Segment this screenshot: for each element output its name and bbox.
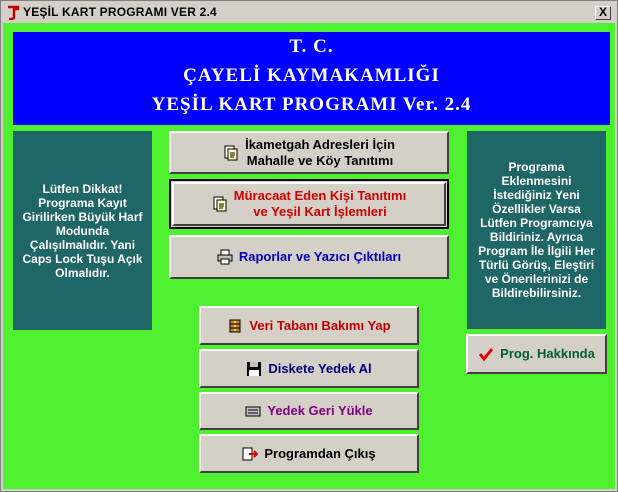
address-definition-button[interactable] [169, 131, 449, 174]
title-bar[interactable] [1, 1, 617, 23]
about-button-label: Prog. Hakkında [500, 346, 595, 361]
main-form [3, 23, 615, 489]
feedback-info-panel [467, 131, 606, 329]
restore-button-label: Yedek Geri Yükle [267, 403, 373, 418]
close-button[interactable]: X [595, 6, 611, 20]
exit-program-button[interactable] [199, 434, 419, 473]
restore-icon [245, 403, 261, 419]
feedback-info-text: Programa Eklenmesini İstediğiniz Yeni Özellikler Varsa Lütfen Programcıya Bildiriniz. Ayrıca Program İle İlgili Her Türlü Görüş, Eleştiri ve Önerilerinizi de Bildirebilirsiniz. [478, 160, 595, 300]
address-button-line-1: İkametgah Adresleri İçin [245, 136, 395, 152]
document-edit-icon [223, 145, 239, 161]
applicant-button-line-2: ve Yeşil Kart İşlemleri [253, 204, 387, 219]
banner-line-1: T. C. [289, 36, 334, 57]
checkmark-icon [478, 346, 494, 362]
backup-to-disk-button[interactable] [199, 349, 419, 388]
restore-backup-button[interactable] [199, 392, 419, 430]
reports-button-label: Raporlar ve Yazıcı Çıktıları [238, 249, 402, 264]
exit-button-label: Programdan Çıkış [264, 445, 376, 461]
reports-printer-button[interactable] [169, 235, 449, 279]
applicant-button-face [172, 182, 446, 226]
caps-lock-warning-text: Lütfen Dikkat! Programa Kayıt Girilirken Büyük Harf Modunda Çalışılmalıdır. Yani Caps Lock Tuşu Açık Olmalıdır. [22, 181, 143, 280]
database-maintenance-button[interactable] [199, 306, 419, 345]
backup-button-label: Diskete Yedek Al [268, 360, 372, 376]
banner-line-2: ÇAYELİ KAYMAKAMLIĞI [183, 65, 440, 86]
printer-icon [217, 249, 233, 265]
header-banner [13, 32, 610, 125]
exit-icon [242, 446, 258, 462]
banner-line-3: YEŞİL KART PROGRAMI Ver. 2.4 [151, 94, 472, 115]
database-icon [227, 318, 243, 334]
caps-lock-warning-panel [13, 131, 152, 330]
floppy-disk-icon [246, 361, 262, 377]
about-program-button[interactable] [466, 334, 607, 374]
applicant-greencard-button[interactable] [169, 179, 449, 229]
address-button-line-2: Mahalle ve Köy Tanıtımı [246, 152, 394, 168]
database-button-label: Veri Tabanı Bakımı Yap [249, 317, 391, 333]
document-edit-icon [212, 196, 228, 212]
app-icon [5, 4, 21, 20]
applicant-button-line-1: Müracaat Eden Kişi Tanıtımı [233, 188, 407, 203]
window-title: YEŞİL KART PROGRAMI VER 2.4 [23, 5, 217, 19]
